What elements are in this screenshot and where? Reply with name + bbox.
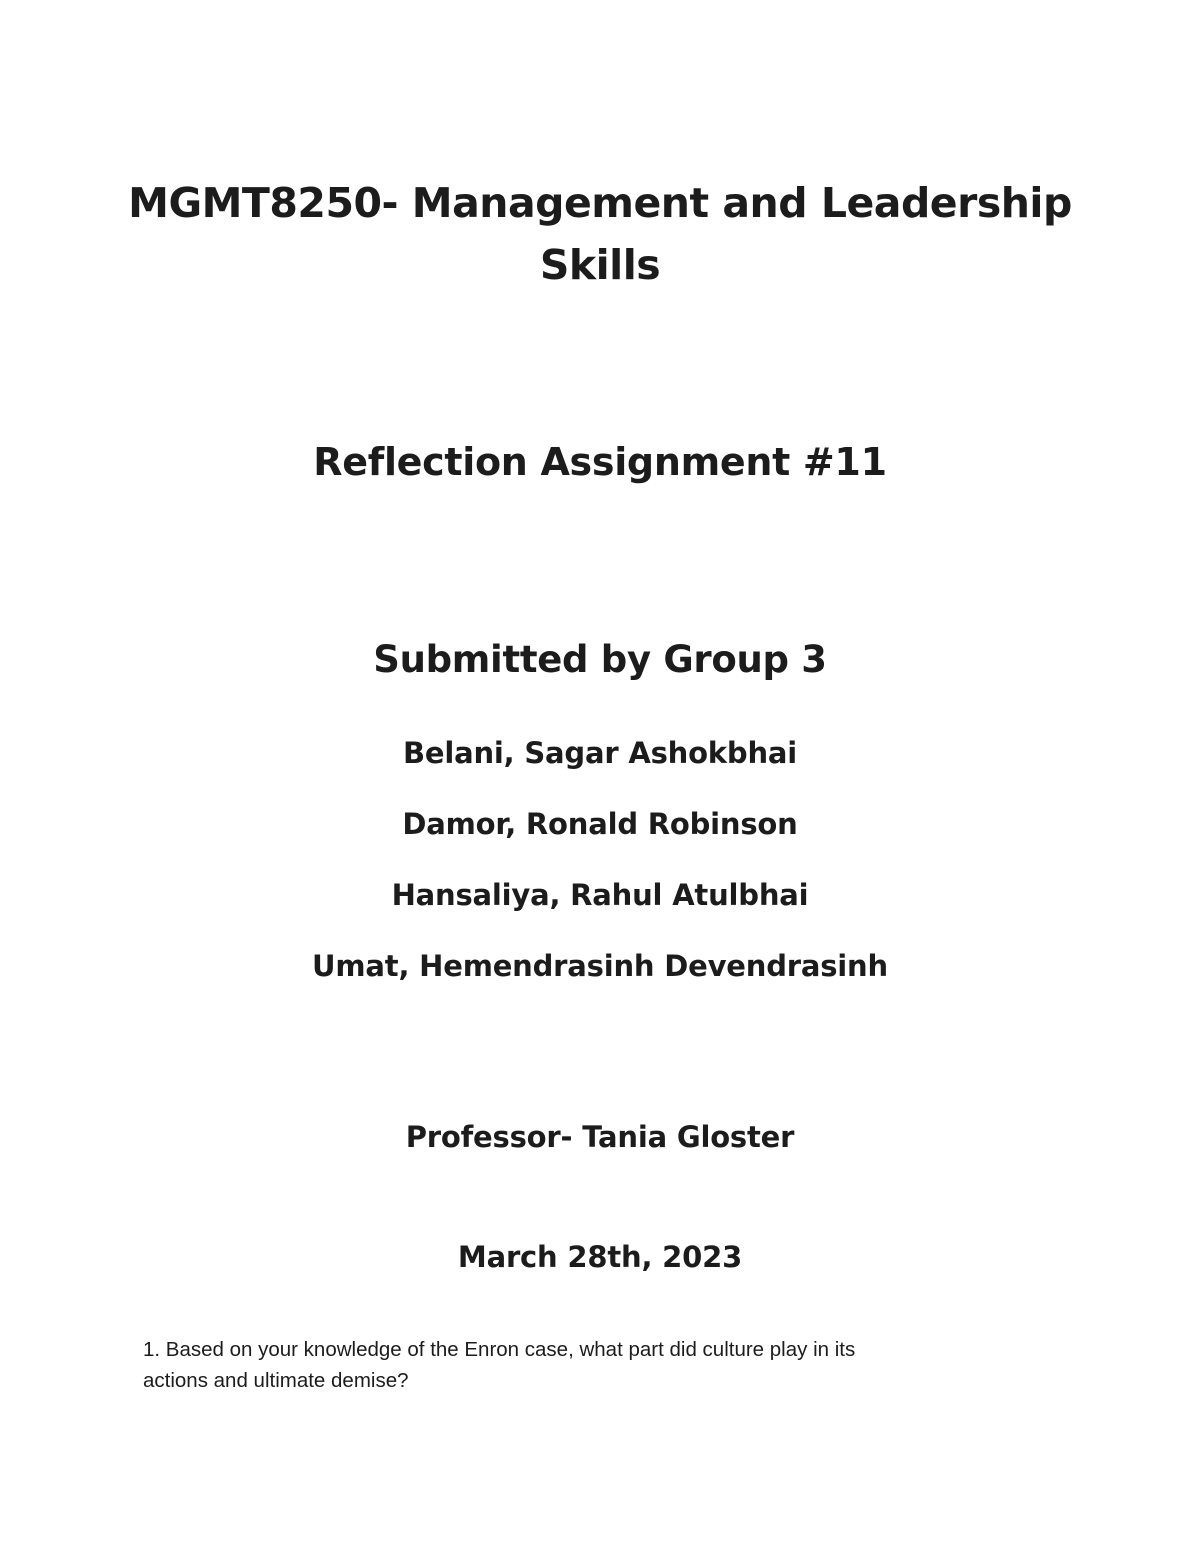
course-title [60,172,1140,296]
group-member: Umat, Hemendrasinh Devendrasinh [312,949,888,983]
group-member: Damor, Ronald Robinson [402,807,798,841]
submission-date: March 28th, 2023 [457,1240,743,1274]
assignment-title: Reflection Assignment #11 [313,440,887,484]
course-title-line-2: Skills [539,241,661,289]
group-members-list [60,718,1140,1002]
question-text [143,1334,1063,1396]
question-line-2: actions and ultimate demise? [143,1369,409,1392]
professor-name: Professor- Tania Gloster [405,1120,795,1154]
course-title-line-1: MGMT8250- Management and Leadership [128,179,1072,227]
question-line-1: 1. Based on your knowledge of the Enron case, what part did culture play in its [143,1338,856,1361]
group-member: Hansaliya, Rahul Atulbhai [391,878,809,912]
submitted-by-heading: Submitted by Group 3 [373,638,827,681]
group-member: Belani, Sagar Ashokbhai [402,736,798,770]
